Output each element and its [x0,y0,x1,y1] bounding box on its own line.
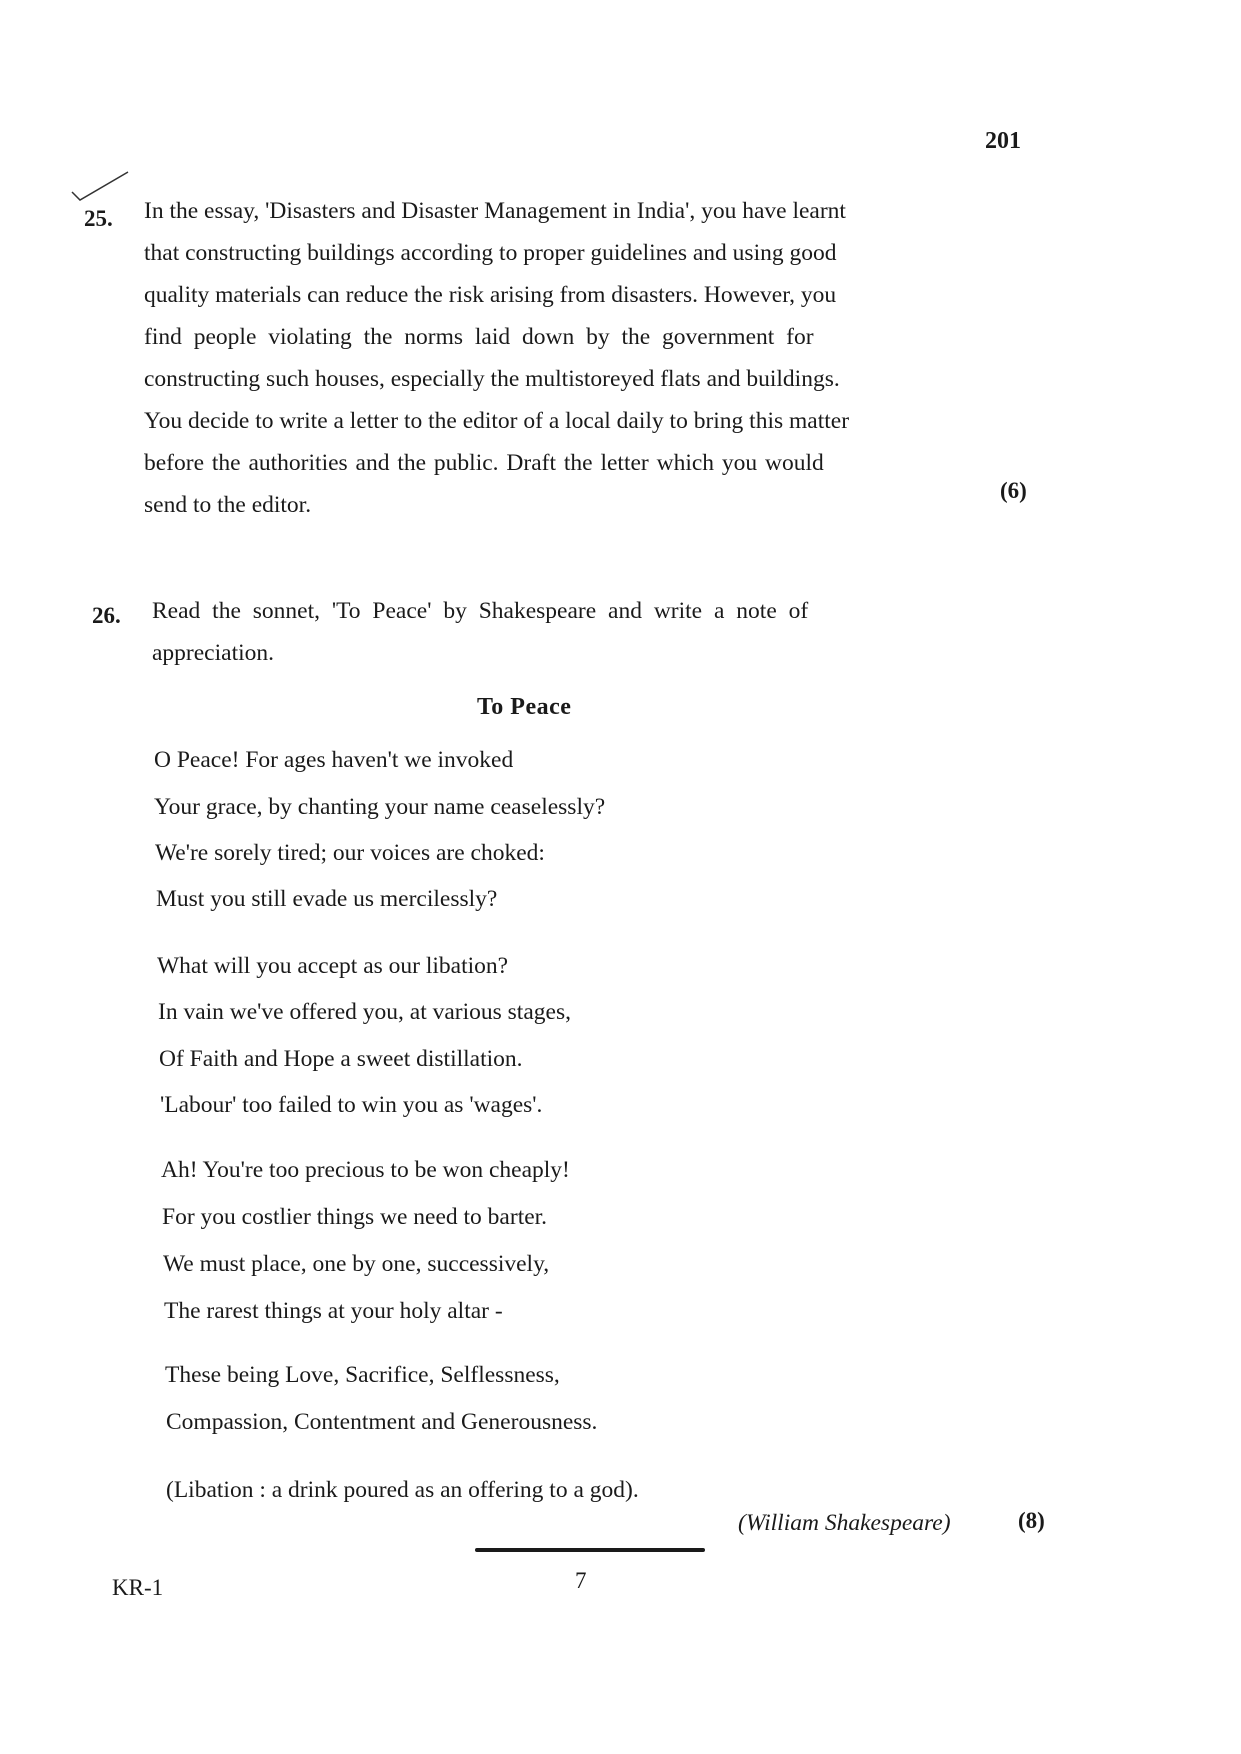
poem-line: Of Faith and Hope a sweet distillation. [159,1046,523,1072]
poem-line: Ah! You're too precious to be won cheaply! [161,1157,570,1183]
poem-line: For you costlier things we need to barter. [162,1204,548,1230]
question-line: that constructing buildings according to proper guidelines and using good [144,240,837,266]
question-line: find people violating the norms laid down by the government for [144,324,814,350]
poem-line: The rarest things at your holy altar - [164,1298,503,1324]
poem-line: We're sorely tired; our voices are choked: [155,840,545,866]
poem-line: What will you accept as our libation? [157,953,509,979]
tick-mark-icon [70,170,130,208]
footer-divider [475,1548,705,1552]
poem-line: O Peace! For ages haven't we invoked [154,747,514,773]
question-line: constructing such houses, especially the multistoreyed flats and buildings. [144,366,840,392]
question-number: 25. [84,206,113,231]
question-number: 26. [92,603,121,628]
question-line: appreciation. [152,640,275,666]
question-line: quality materials can reduce the risk arising from disasters. However, you [144,282,837,308]
poem-line: We must place, one by one, successively, [163,1251,550,1277]
question-text [144,190,974,526]
question-line: before the authorities and the public. Draft the letter which you would [144,450,824,476]
poem-author: (William Shakespeare) [738,1510,951,1536]
footer-code: KR-1 [112,1575,164,1600]
poem-line: Your grace, by chanting your name ceaselessly? [154,794,606,820]
poem-line: In vain we've offered you, at various stages, [158,999,571,1025]
poem-line: 'Labour' too failed to win you as 'wages'. [160,1092,543,1118]
question-text [152,590,982,674]
question-line: You decide to write a letter to the editor of a local daily to bring this matter [144,408,850,434]
poem-line: Compassion, Contentment and Generousness. [166,1409,598,1435]
page-number: 7 [575,1568,587,1593]
poem-footnote: (Libation : a drink poured as an offering to a god). [166,1477,639,1503]
question-marks: (6) [1000,478,1027,503]
poem-title: To Peace [477,694,572,720]
poem-line: These being Love, Sacrifice, Selflessness, [165,1362,560,1388]
question-line: In the essay, 'Disasters and Disaster Management in India', you have learnt [144,198,846,224]
poem-line: Must you still evade us mercilessly? [156,886,498,912]
question-line: send to the editor. [144,492,312,518]
question-marks: (8) [1018,1508,1045,1533]
question-line: Read the sonnet, 'To Peace' by Shakespeare and write a note of [152,598,809,624]
page-code: 201 [985,128,1021,154]
